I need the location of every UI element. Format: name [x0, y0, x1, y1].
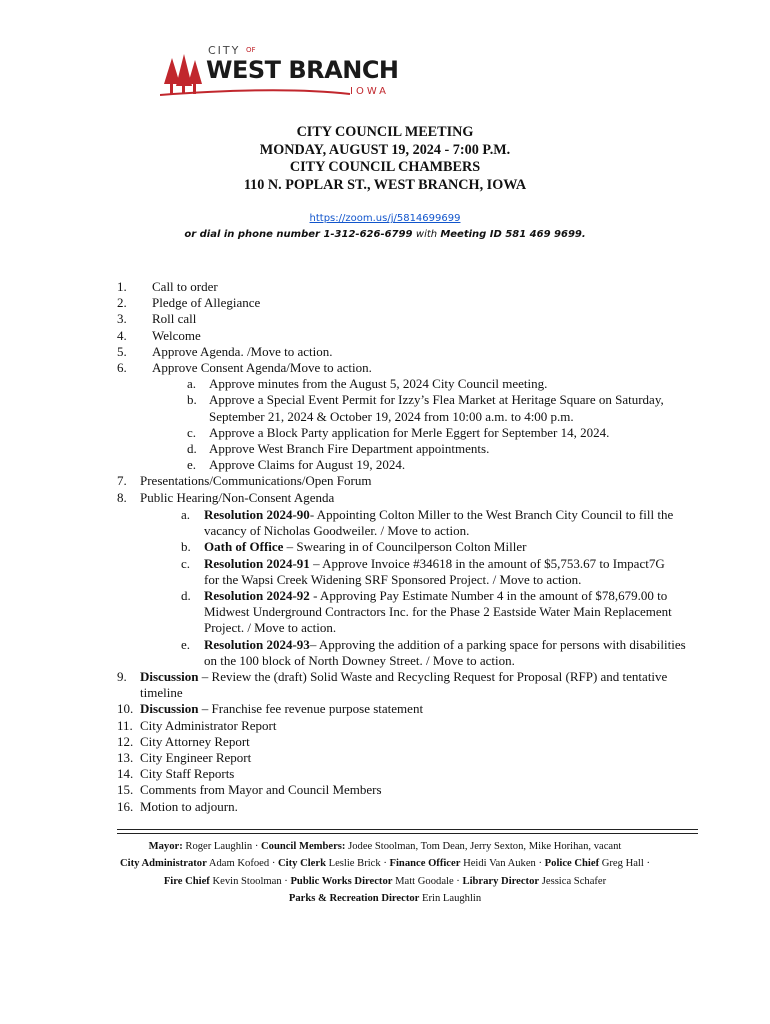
officials-footer [0, 838, 770, 908]
logo-city-label: CITY [208, 44, 241, 57]
dial-in-info: or dial in phone number 1-312-626-6799 with Meeting ID 581 469 9699. [184, 229, 586, 240]
meeting-location: CITY COUNCIL CHAMBERS [289, 159, 481, 175]
meeting-header [0, 124, 770, 194]
logo-of-label: OF [246, 46, 256, 54]
footer-line-4: Parks & Recreation Director Erin Laughlin [288, 893, 482, 905]
city-logo [160, 44, 400, 102]
zoom-link[interactable]: https://zoom.us/j/5814699699 [309, 213, 461, 224]
zoom-info [0, 211, 770, 243]
footer-line-3: Fire Chief Kevin Stoolman · Public Works Director Matt Goodale · Library Director Jessica Schafer [163, 875, 607, 887]
footer-divider [117, 829, 698, 830]
footer-divider [117, 833, 698, 834]
footer-line-1: Mayor: Roger Laughlin · Council Members: Jodee Stoolman, Tom Dean, Jerry Sexton, Mike Horihan, vacant [148, 841, 622, 852]
logo-name: WEST BRANCH [206, 56, 399, 84]
logo-state: IOWA [350, 86, 390, 97]
meeting-date: MONDAY, AUGUST 19, 2024 - 7:00 P.M. [259, 141, 511, 158]
meeting-title: CITY COUNCIL MEETING [296, 124, 474, 140]
meeting-address: 110 N. POPLAR ST., WEST BRANCH, IOWA [243, 176, 527, 193]
footer-line-2: City Administrator Adam Kofoed · City Clerk Leslie Brick · Finance Officer Heidi Van Auken · Police Chief Greg Hall · [119, 858, 650, 870]
